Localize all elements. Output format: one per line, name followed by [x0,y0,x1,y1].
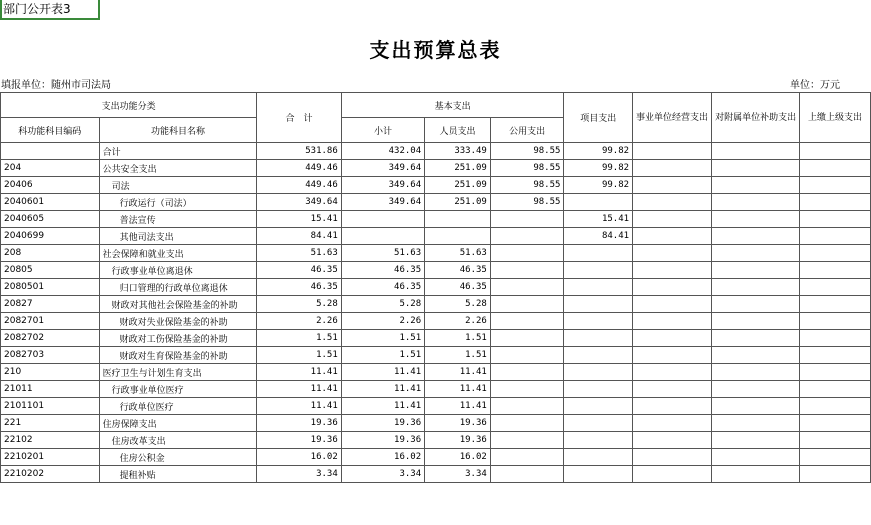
cell-code: 22102 [1,432,100,449]
cell-name: 社会保障和就业支出 [99,245,257,262]
cell-name: 提租补贴 [99,466,257,483]
cell-public [490,313,564,330]
cell-subsidy [712,262,800,279]
cell-public [490,449,564,466]
cell-personnel: 3.34 [425,466,491,483]
cell-public: 98.55 [490,177,564,194]
cell-subtotal: 432.04 [341,143,424,160]
cell-code: 210 [1,364,100,381]
cell-name: 普法宣传 [99,211,257,228]
cell-personnel: 251.09 [425,194,491,211]
table-row [1,364,871,381]
cell-project [564,296,633,313]
cell-personnel: 251.09 [425,160,491,177]
table-row [1,466,871,483]
table-row [1,279,871,296]
cell-business [633,296,712,313]
cell-business [633,347,712,364]
cell-name: 财政对其他社会保险基金的补助 [99,296,257,313]
table-row [1,398,871,415]
cell-subtotal: 16.02 [341,449,424,466]
table-row [1,211,871,228]
header-upper: 上缴上级支出 [800,93,871,143]
cell-name: 行政运行（司法） [99,194,257,211]
cell-subsidy [712,160,800,177]
cell-subtotal: 5.28 [341,296,424,313]
cell-upper [800,347,871,364]
cell-total: 1.51 [257,330,341,347]
cell-code: 21011 [1,381,100,398]
cell-code: 2210201 [1,449,100,466]
cell-subtotal: 51.63 [341,245,424,262]
cell-public: 98.55 [490,160,564,177]
cell-name: 医疗卫生与计划生育支出 [99,364,257,381]
cell-total: 19.36 [257,415,341,432]
cell-upper [800,245,871,262]
cell-upper [800,194,871,211]
cell-subsidy [712,449,800,466]
cell-business [633,143,712,160]
cell-project [564,330,633,347]
cell-business [633,381,712,398]
cell-subtotal: 1.51 [341,347,424,364]
cell-project [564,279,633,296]
cell-upper [800,432,871,449]
cell-public [490,211,564,228]
cell-total: 349.64 [257,194,341,211]
cell-project [564,398,633,415]
cell-upper [800,262,871,279]
cell-code: 2101101 [1,398,100,415]
cell-subsidy [712,466,800,483]
cell-upper [800,330,871,347]
cell-subsidy [712,296,800,313]
cell-total: 3.34 [257,466,341,483]
cell-upper [800,296,871,313]
header-code: 科功能科目编码 [1,118,100,143]
cell-name: 行政事业单位离退休 [99,262,257,279]
cell-personnel: 1.51 [425,347,491,364]
header-basic: 基本支出 [341,93,564,118]
reporting-unit: 填报单位：随州市司法局 [1,80,111,91]
cell-subtotal [341,211,424,228]
cell-personnel: 333.49 [425,143,491,160]
cell-total: 449.46 [257,160,341,177]
cell-name: 归口管理的行政单位离退休 [99,279,257,296]
cell-name: 行政事业单位医疗 [99,381,257,398]
cell-public [490,347,564,364]
cell-project [564,262,633,279]
cell-name: 合计 [99,143,257,160]
header-project: 项目支出 [564,93,633,143]
cell-personnel [425,228,491,245]
cell-public [490,364,564,381]
cell-subsidy [712,194,800,211]
cell-project [564,364,633,381]
cell-upper [800,228,871,245]
cell-business [633,177,712,194]
cell-personnel: 46.35 [425,279,491,296]
cell-name: 公共安全支出 [99,160,257,177]
cell-public [490,262,564,279]
cell-total: 84.41 [257,228,341,245]
cell-business [633,194,712,211]
cell-business [633,228,712,245]
cell-code [1,143,100,160]
cell-business [633,415,712,432]
cell-project [564,449,633,466]
cell-project [564,347,633,364]
cell-upper [800,449,871,466]
cell-subtotal [341,228,424,245]
cell-name: 司法 [99,177,257,194]
table-row [1,330,871,347]
cell-project: 99.82 [564,177,633,194]
cell-total: 11.41 [257,381,341,398]
cell-code: 20827 [1,296,100,313]
cell-code: 20805 [1,262,100,279]
cell-personnel: 11.41 [425,398,491,415]
cell-upper [800,415,871,432]
cell-code: 2210202 [1,466,100,483]
cell-total: 2.26 [257,313,341,330]
table-row [1,177,871,194]
header-subsidy: 对附属单位补助支出 [712,93,800,143]
cell-code: 2082702 [1,330,100,347]
cell-project [564,313,633,330]
currency-unit: 单位：万元 [790,80,840,91]
cell-business [633,449,712,466]
cell-personnel: 46.35 [425,262,491,279]
cell-subtotal: 2.26 [341,313,424,330]
cell-total: 46.35 [257,262,341,279]
cell-project [564,381,633,398]
header-subtotal: 小计 [341,118,424,143]
cell-public: 98.55 [490,194,564,211]
cell-code: 2040601 [1,194,100,211]
cell-code: 2080501 [1,279,100,296]
table-row [1,194,871,211]
table-row [1,143,871,160]
table-row [1,381,871,398]
cell-personnel: 1.51 [425,330,491,347]
cell-name: 财政对工伤保险基金的补助 [99,330,257,347]
cell-subsidy [712,211,800,228]
table-row [1,432,871,449]
cell-project [564,466,633,483]
cell-project: 84.41 [564,228,633,245]
cell-total: 19.36 [257,432,341,449]
cell-code: 221 [1,415,100,432]
cell-upper [800,143,871,160]
cell-name: 住房公积金 [99,449,257,466]
cell-name: 财政对失业保险基金的补助 [99,313,257,330]
cell-code: 2040699 [1,228,100,245]
cell-subsidy [712,432,800,449]
cell-project [564,194,633,211]
cell-business [633,160,712,177]
cell-total: 15.41 [257,211,341,228]
cell-name: 其他司法支出 [99,228,257,245]
table-row [1,296,871,313]
cell-subsidy [712,415,800,432]
cell-subtotal: 11.41 [341,398,424,415]
cell-subtotal: 11.41 [341,381,424,398]
cell-total: 5.28 [257,296,341,313]
cell-public [490,245,564,262]
cell-total: 449.46 [257,177,341,194]
cell-code: 2082703 [1,347,100,364]
cell-upper [800,177,871,194]
cell-personnel [425,211,491,228]
cell-total: 51.63 [257,245,341,262]
cell-public [490,279,564,296]
cell-business [633,330,712,347]
header-public: 公用支出 [490,118,564,143]
table-row [1,262,871,279]
cell-code: 208 [1,245,100,262]
cell-personnel: 51.63 [425,245,491,262]
cell-subsidy [712,398,800,415]
cell-business [633,364,712,381]
cell-total: 1.51 [257,347,341,364]
cell-name: 财政对生育保险基金的补助 [99,347,257,364]
cell-subtotal: 349.64 [341,177,424,194]
cell-public [490,466,564,483]
header-personnel: 人员支出 [425,118,491,143]
table-row [1,347,871,364]
cell-public [490,415,564,432]
expenditure-budget-table [0,92,871,483]
cell-upper [800,211,871,228]
cell-upper [800,466,871,483]
cell-subtotal: 349.64 [341,160,424,177]
cell-public [490,381,564,398]
cell-subsidy [712,364,800,381]
cell-public: 98.55 [490,143,564,160]
cell-upper [800,364,871,381]
cell-business [633,279,712,296]
cell-business [633,313,712,330]
cell-personnel: 11.41 [425,364,491,381]
cell-project [564,415,633,432]
cell-upper [800,279,871,296]
cell-upper [800,313,871,330]
cell-subsidy [712,228,800,245]
table-row [1,160,871,177]
cell-subsidy [712,279,800,296]
cell-upper [800,160,871,177]
cell-subsidy [712,347,800,364]
cell-public [490,432,564,449]
cell-subsidy [712,381,800,398]
cell-subtotal: 349.64 [341,194,424,211]
table-row [1,313,871,330]
cell-public [490,296,564,313]
cell-project: 15.41 [564,211,633,228]
header-func-class: 支出功能分类 [1,93,257,118]
cell-business [633,398,712,415]
cell-code: 20406 [1,177,100,194]
cell-business [633,262,712,279]
cell-personnel: 2.26 [425,313,491,330]
cell-personnel: 19.36 [425,415,491,432]
cell-subtotal: 3.34 [341,466,424,483]
cell-subsidy [712,245,800,262]
cell-upper [800,381,871,398]
cell-personnel: 16.02 [425,449,491,466]
cell-total: 531.86 [257,143,341,160]
cell-subsidy [712,330,800,347]
cell-subtotal: 46.35 [341,279,424,296]
cell-subtotal: 19.36 [341,432,424,449]
cell-total: 11.41 [257,398,341,415]
cell-name: 行政单位医疗 [99,398,257,415]
cell-subtotal: 46.35 [341,262,424,279]
cell-subtotal: 1.51 [341,330,424,347]
cell-upper [800,398,871,415]
cell-subsidy [712,177,800,194]
table-row [1,415,871,432]
cell-project [564,245,633,262]
cell-personnel: 11.41 [425,381,491,398]
cell-business [633,245,712,262]
cell-name: 住房保障支出 [99,415,257,432]
cell-subtotal: 19.36 [341,415,424,432]
cell-public [490,228,564,245]
table-row [1,228,871,245]
cell-personnel: 5.28 [425,296,491,313]
header-business: 事业单位经营支出 [633,93,712,143]
cell-code: 2082701 [1,313,100,330]
cell-business [633,466,712,483]
cell-project: 99.82 [564,160,633,177]
table-row [1,449,871,466]
cell-business [633,432,712,449]
cell-total: 16.02 [257,449,341,466]
table-row [1,245,871,262]
page-title: 支出预算总表 [369,38,502,62]
cell-subtotal: 11.41 [341,364,424,381]
cell-total: 46.35 [257,279,341,296]
cell-public [490,330,564,347]
cell-business [633,211,712,228]
header-name: 功能科目名称 [99,118,257,143]
cell-subsidy [712,313,800,330]
cell-total: 11.41 [257,364,341,381]
cell-subsidy [712,143,800,160]
cell-project: 99.82 [564,143,633,160]
sheet-tab[interactable]: 部门公开表3 [0,0,100,20]
cell-name: 住房改革支出 [99,432,257,449]
cell-code: 2040605 [1,211,100,228]
cell-project [564,432,633,449]
cell-public [490,398,564,415]
cell-personnel: 251.09 [425,177,491,194]
cell-code: 204 [1,160,100,177]
header-total: 合 计 [257,93,341,143]
cell-personnel: 19.36 [425,432,491,449]
